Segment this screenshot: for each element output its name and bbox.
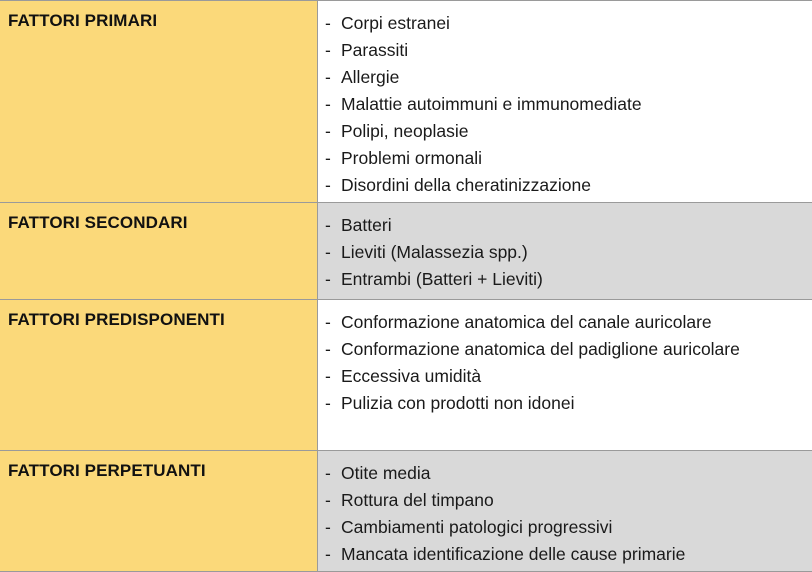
list-item: - Allergie bbox=[324, 64, 812, 91]
list-item: - Batteri bbox=[324, 212, 812, 239]
category-cell bbox=[0, 1, 318, 202]
category-label: FATTORI SECONDARI bbox=[8, 213, 188, 232]
list-item: - Parassiti bbox=[324, 37, 812, 64]
list-item: - Rottura del timpano bbox=[324, 487, 812, 514]
category-label: FATTORI PRIMARI bbox=[8, 11, 158, 30]
list-item: - Entrambi (Batteri + Lieviti) bbox=[324, 266, 812, 293]
category-label: FATTORI PREDISPONENTI bbox=[8, 310, 225, 329]
category-cell bbox=[0, 300, 318, 450]
list-item: - Conformazione anatomica del padiglione auricolare bbox=[324, 336, 781, 363]
list-item: - Otite media bbox=[324, 460, 812, 487]
items-list bbox=[324, 460, 812, 568]
list-item: - Eccessiva umidità bbox=[324, 363, 812, 390]
items-list bbox=[324, 10, 812, 199]
items-cell bbox=[318, 203, 812, 299]
category-label: FATTORI PERPETUANTI bbox=[8, 461, 206, 480]
list-item: - Cambiamenti patologici progressivi bbox=[324, 514, 812, 541]
items-list bbox=[324, 309, 812, 417]
table-row-predisponenti bbox=[0, 300, 812, 451]
list-item: - Problemi ormonali bbox=[324, 145, 812, 172]
category-cell bbox=[0, 203, 318, 299]
items-cell bbox=[318, 1, 812, 202]
table-row-secondari bbox=[0, 203, 812, 300]
list-item: - Disordini della cheratinizzazione bbox=[324, 172, 812, 199]
table-row-primari bbox=[0, 1, 812, 203]
table-row-perpetuanti bbox=[0, 451, 812, 571]
list-item: - Lieviti (Malassezia spp.) bbox=[324, 239, 812, 266]
list-item: - Conformazione anatomica del canale auricolare bbox=[324, 309, 812, 336]
items-cell bbox=[318, 300, 812, 450]
items-list bbox=[324, 212, 812, 293]
list-item: - Malattie autoimmuni e immunomediate bbox=[324, 91, 812, 118]
list-item: - Pulizia con prodotti non idonei bbox=[324, 390, 812, 417]
items-cell bbox=[318, 451, 812, 571]
list-item: - Mancata identificazione delle cause primarie bbox=[324, 541, 812, 568]
category-cell bbox=[0, 451, 318, 571]
list-item: - Corpi estranei bbox=[324, 10, 812, 37]
list-item: - Polipi, neoplasie bbox=[324, 118, 812, 145]
